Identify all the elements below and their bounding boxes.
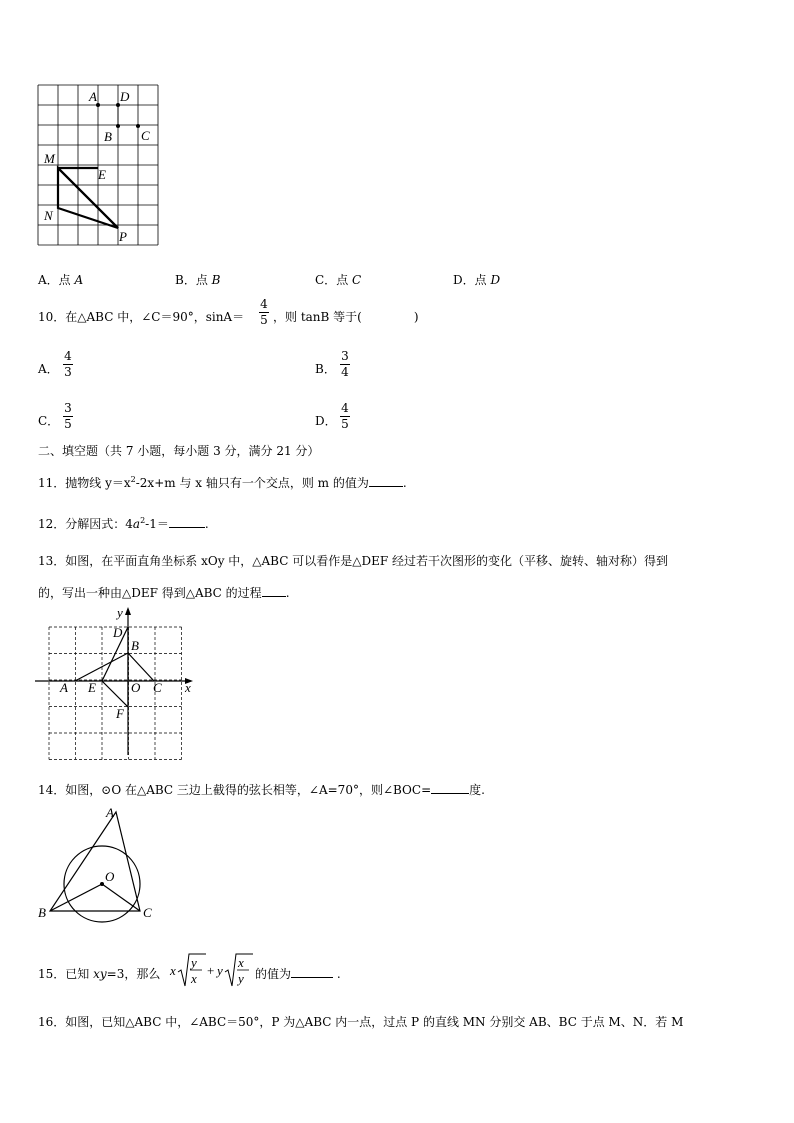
q10-option-a-key: A．: [38, 362, 59, 376]
q13-line1: 13．如图，在平面直角坐标系 xOy 中，△ABC 可以看作是△DEF 经过若干次图形的变化（平移、旋转、轴对称）得到: [38, 554, 668, 568]
svg-text:x: x: [238, 955, 244, 970]
q9-label-n: N: [44, 208, 53, 223]
q11-text: 11．抛物线 $y=x^2-2x+m$ 与 x 轴只有一个交点，则 m 的值为 .: [38, 475, 407, 490]
q14-label-b: B: [38, 905, 46, 920]
q15-expression: [168, 948, 258, 994]
q9-label-m: M: [44, 151, 55, 166]
svg-text:y: y: [217, 963, 223, 978]
q13-label-x: x: [185, 680, 191, 695]
q14-label-c: C: [143, 905, 152, 920]
q9-label-c: C: [141, 128, 150, 143]
q14-text: 14．如图，⊙O 在△ABC 三边上截得的弦长相等，∠A=70°，则∠BOC= 度.: [38, 783, 485, 797]
q10-option-c-key: C．: [38, 414, 60, 428]
q14-label-a: A: [106, 805, 114, 820]
q12-answer-blank: [169, 527, 205, 528]
q13-label-c: C: [153, 680, 162, 695]
q10-option-d-key: D．: [315, 414, 337, 428]
q13-label-d: D: [113, 625, 123, 640]
svg-text:+: +: [207, 963, 215, 978]
q13-label-b: B: [131, 638, 139, 653]
q11-answer-blank: [369, 486, 403, 487]
svg-text:x: x: [170, 963, 176, 978]
q10-option-c-fraction: 3 5: [64, 401, 72, 431]
q13-coordinate-figure: [35, 605, 200, 760]
svg-text:x: x: [191, 971, 197, 986]
q9-option-c: C．点 C: [315, 273, 362, 287]
q13-label-a: A: [60, 680, 68, 695]
q9-label-e: E: [98, 167, 106, 182]
q10-option-a-fraction: 4 3: [64, 349, 72, 379]
q15-answer-blank: [291, 977, 333, 978]
q9-label-d: D: [120, 89, 130, 104]
q14-circle-figure: [35, 805, 165, 920]
q13-label-e: E: [88, 680, 96, 695]
svg-text:y: y: [191, 955, 197, 970]
section-heading: 二、填空题（共 7 小题，每小题 3 分，满分 21 分）: [38, 444, 320, 458]
q10-stem-a: 10．在△ABC 中，∠C＝90°，sinA＝: [38, 310, 245, 324]
svg-text:y: y: [238, 971, 244, 986]
q16-text: 16．如图，已知△ABC 中，∠ABC＝50°，P 为△ABC 内一点，过点 P 的直线 MN 分别交 AB、BC 于点 M、N．若 M: [38, 1015, 684, 1029]
q9-label-p: P: [119, 229, 127, 244]
q9-grid-figure: [30, 85, 165, 255]
q13-label-o: O: [131, 680, 141, 695]
q9-label-a: A: [89, 89, 97, 104]
q15-text: 15．已知 xy=3，那么: [38, 967, 161, 981]
q9-label-b: B: [104, 129, 112, 144]
q10-option-d-fraction: 4 5: [341, 401, 349, 431]
q13-label-f: F: [116, 706, 124, 721]
q10-stem-b: ，则 tanB 等于( ): [273, 310, 419, 324]
q15-tail: 的值为 .: [255, 967, 341, 981]
q13-label-y: y: [117, 605, 123, 620]
q10-option-b-key: B．: [315, 362, 336, 376]
q10-option-b-fraction: 3 4: [341, 349, 349, 379]
q13-answer-blank: [262, 596, 286, 597]
q9-option-b: B．点 B: [175, 273, 221, 287]
q10-sin-fraction: 4 5: [260, 297, 268, 327]
q12-text: 12．分解因式：$4a^2-1=$ .: [38, 516, 209, 531]
q9-option-d: D．点 D: [453, 273, 501, 287]
q14-answer-blank: [431, 793, 469, 794]
q13-line2: 的，写出一种由△DEF 得到△ABC 的过程 .: [38, 586, 290, 600]
q9-option-a: A．点 A: [38, 273, 84, 287]
q14-label-o: O: [105, 869, 115, 884]
